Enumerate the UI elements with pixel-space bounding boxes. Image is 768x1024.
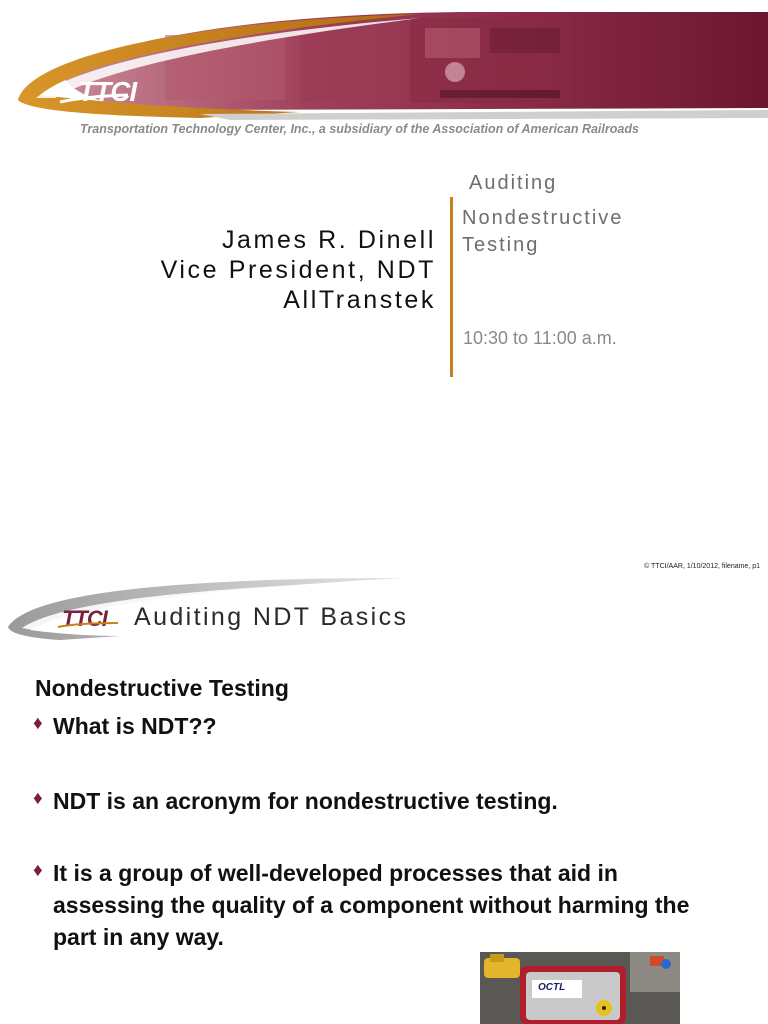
slide2-heading: Nondestructive Testing (35, 675, 289, 701)
slide2-title: Auditing NDT Basics (134, 603, 409, 631)
session-time: 10:30 to 11:00 a.m. (463, 328, 617, 348)
diamond-bullet-icon: ♦ (33, 788, 43, 809)
vertical-divider (450, 197, 453, 377)
topic-line-2 (462, 205, 623, 259)
logo-text: TTCI (78, 76, 137, 107)
topic-line-2b: Testing (462, 234, 540, 256)
header-banner (0, 0, 768, 128)
slide2-logo-text: TTCI (62, 606, 107, 631)
topic-line-1: Auditing (469, 172, 558, 194)
topic-line-2a: Nondestructive (462, 207, 624, 229)
presenter-title: Vice President, NDT (160, 256, 436, 284)
bullet-text: What is NDT?? (53, 713, 217, 739)
presenter-block (161, 225, 436, 315)
photo-device-label: OCTL (538, 982, 566, 993)
copyright-footer: © TTCI/AAR, 1/10/2012, filename, p1 (644, 563, 760, 570)
ttci-logo (58, 76, 168, 108)
bullet-text: It is a group of well-developed processes that aid in assessing the quality of a component without harming the part in any way. (53, 860, 690, 950)
bullet-item (33, 857, 733, 953)
diamond-bullet-icon: ♦ (33, 713, 43, 734)
presenter-company: AllTranstek (283, 286, 436, 314)
bullet-item (33, 710, 733, 742)
slide2-ttci-logo (58, 606, 128, 632)
bullet-text: NDT is an acronym for nondestructive testing. (53, 788, 558, 814)
tagline: Transportation Technology Center, Inc., a subsidiary of the Association of American Railroads (80, 122, 639, 136)
diamond-bullet-icon: ♦ (33, 860, 43, 881)
equipment-photo (480, 952, 680, 1024)
presenter-name: James R. Dinell (221, 226, 436, 254)
bullet-item (33, 785, 733, 817)
